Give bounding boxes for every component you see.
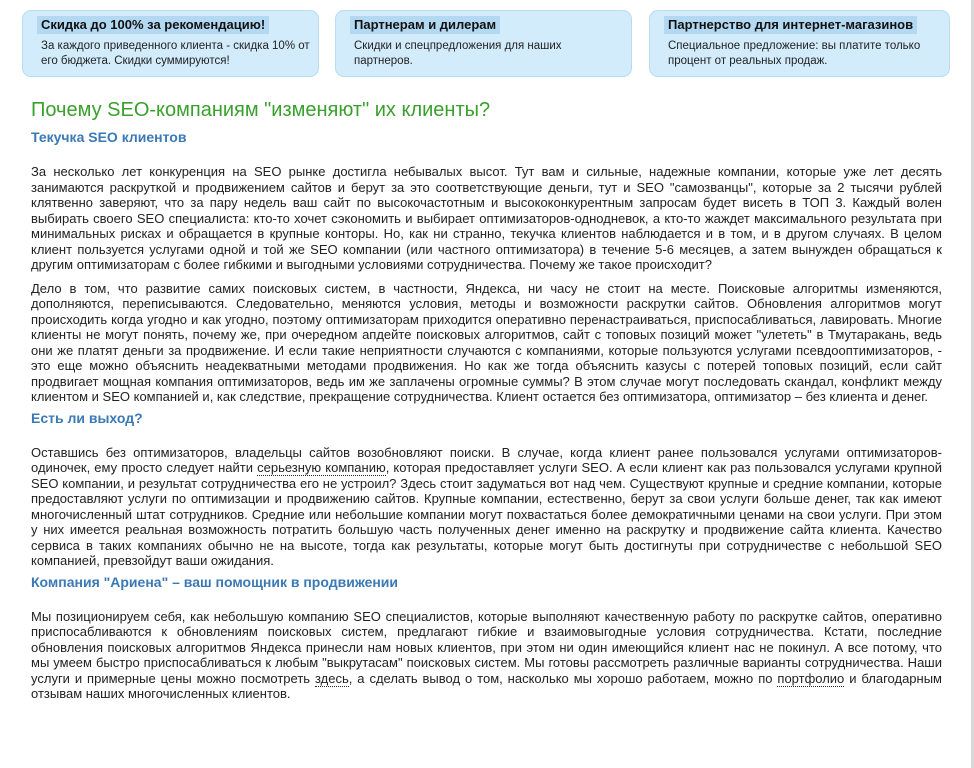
paragraph-solution-part1: Оставшись без оптимизаторов, владельцы сайтов возобновляют поиски. В случае, когда клиент ранее пользовался услугами оптимизаторов-одиночек, ему просто следует найти xyxy=(31,444,942,475)
promo-partners-card[interactable] xyxy=(335,10,632,77)
serious-company-link[interactable]: серьезную компанию xyxy=(257,460,386,475)
promo-referral-text: За каждого приведенного клиента - скидка 10% от его бюджета. Скидки суммируются! xyxy=(41,40,310,67)
section-heading-client-churn: Текучка SEO клиентов xyxy=(31,129,187,145)
paragraph-ariena xyxy=(31,609,942,702)
paragraph-ariena-part1: Мы позиционируем себя, как небольшую компанию SEO специалистов, которые выполняют качественную работу по раскрутке сайтов, оперативно приспосабливаются к обновлениям поисковых систем, предлагают гибкие и взаимовыгодные условия сотрудничества. Кстати, последние обновления поисковых алгоритмов Яндекса принесли нам новых клиентов, при этом ни один имеющийся клиент нас не покинул. А все потому, что мы умеем быстро приспосабливаться к любым "выкрутасам" поисковых систем. Мы готовы рассмотреть различные варианты сотрудничества. Наши услуги и примерные цены можно посмотреть xyxy=(31,608,942,686)
promo-ecommerce-title[interactable]: Партнерство для интернет-магазинов xyxy=(664,16,917,34)
services-here-link[interactable]: здесь xyxy=(315,670,349,686)
paragraph-client-churn-1: За несколько лет конкуренция на SEO рынке достигла небывалых высот. Тут вам и сильные, надежные компании, которые уже лет десять занимаются раскруткой и продвижением сайтов и берут за это соответствующие деньги, тут и SEO "самозванцы", которые за 2 тысячи рублей клятвенно заверяют, что за пару недель ваш сайт по высокочастотным и высококонкурентным запросам будет висеть в ТОП 3. Каждый волен выбирать своего SEO специалиста: кто-то хочет сэкономить и выбирает оптимизаторов-однодневок, а кто-то жаждет максимального результата при минимальных рисках и обращается в крупные конторы. Но, как ни странно, текучка клиентов наблюдается и в том, и в другом случаях. В целом клиент пользуется услугами одной и той же SEO компании (или частного оптимизатора) в течение 5-6 месяцев, а затем вынужден обращаться к другим оптимизаторам с более гибкими и выгодными условиями сотрудничества. Почему же такое происходит? xyxy=(31,164,942,272)
paragraph-solution xyxy=(31,445,942,569)
article-title: Почему SEO-компаниям "изменяют" их клиенты? xyxy=(31,99,491,121)
promo-partners-title[interactable]: Партнерам и дилерам xyxy=(350,16,500,34)
promo-ecommerce-card[interactable] xyxy=(649,10,950,77)
portfolio-link[interactable]: портфолио xyxy=(777,670,845,686)
promo-partners-text: Скидки и спецпредложения для наших партнеров. xyxy=(354,40,562,67)
paragraph-solution-part2: , которая предоставляет услуги SEO. А если клиент как раз пользовался услугами крупной SEO компании, и результат сотрудничества его не устроил? Здесь стоит задуматься вот над чем. Существуют крупные и средние компании, которые предоставляют услуги по оптимизации и продвижению сайтов. Крупные компании, естественно, берут за свои услуги больше денег, так как имеют многочисленный штат сотрудников. Средние или небольшие компании могут похвастаться более демократичными ценами на свои услуги. При этом у них имеется реальная возможность потратить большую часть полученных денег именно на раскрутку и продвижение сайта клиента. Качество сервиса в таких компаниях обычно не на высоте, тогда как результаты, которые могут быть достигнуты при сотрудничестве с небольшой SEO компанией, превзойдут ваши ожидания. xyxy=(31,460,942,568)
paragraph-ariena-part3: и благодарным отзывам наших многочисленных клиентов. xyxy=(31,670,942,701)
promo-banner-row xyxy=(22,10,950,77)
article-content xyxy=(31,96,942,702)
promo-referral-card[interactable] xyxy=(22,10,319,77)
promo-ecommerce-text: Специальное предложение: вы платите только процент от реальных продаж. xyxy=(668,40,921,67)
paragraph-client-churn-2: Дело в том, что развитие самих поисковых систем, в частности, Яндекса, ни часу не стоит на месте. Поисковые алгоритмы изменяются, дополняются, переписываются. Следовательно, меняются условия, методы и возможности раскрутки сайтов. Обновления алгоритмов могут происходить когда угодно и как угодно, поэтому оптимизаторам приходится оперативно перенастраиваться, приспосабливаться, лавировать. Многие клиенты не могут понять, почему же, при очередном апдейте поисковых алгоритмов, сайт с топовых позиций может "улететь" в Тмутаракань, ведь они же платят деньги за продвижение. И если такие неприятности случаются с компаниями, которые пользуются услугами псевдооптимизаторов, - это еще можно объяснить неадекватными методами продвижения. Но как же тогда объяснить казусы с потерей топовых позиций, если сайт продвигает мощная компания оптимизаторов, ведь им же заплачены огромные суммы? В этом случае могут последовать скандал, конфликт между клиентом и SEO компанией и, как следствие, прекращение сотрудничества. Клиент остается без оптимизатора, оптимизатор – без клиента и денег. xyxy=(31,280,942,404)
promo-referral-title[interactable]: Скидка до 100% за рекомендацию! xyxy=(37,16,269,34)
section-heading-solution: Есть ли выход? xyxy=(31,409,143,426)
section-heading-ariena: Компания "Ариена" – ваш помощник в продвижении xyxy=(31,573,399,590)
paragraph-ariena-part2: , а сделать вывод о том, насколько мы хорошо работаем, можно по xyxy=(348,670,778,686)
